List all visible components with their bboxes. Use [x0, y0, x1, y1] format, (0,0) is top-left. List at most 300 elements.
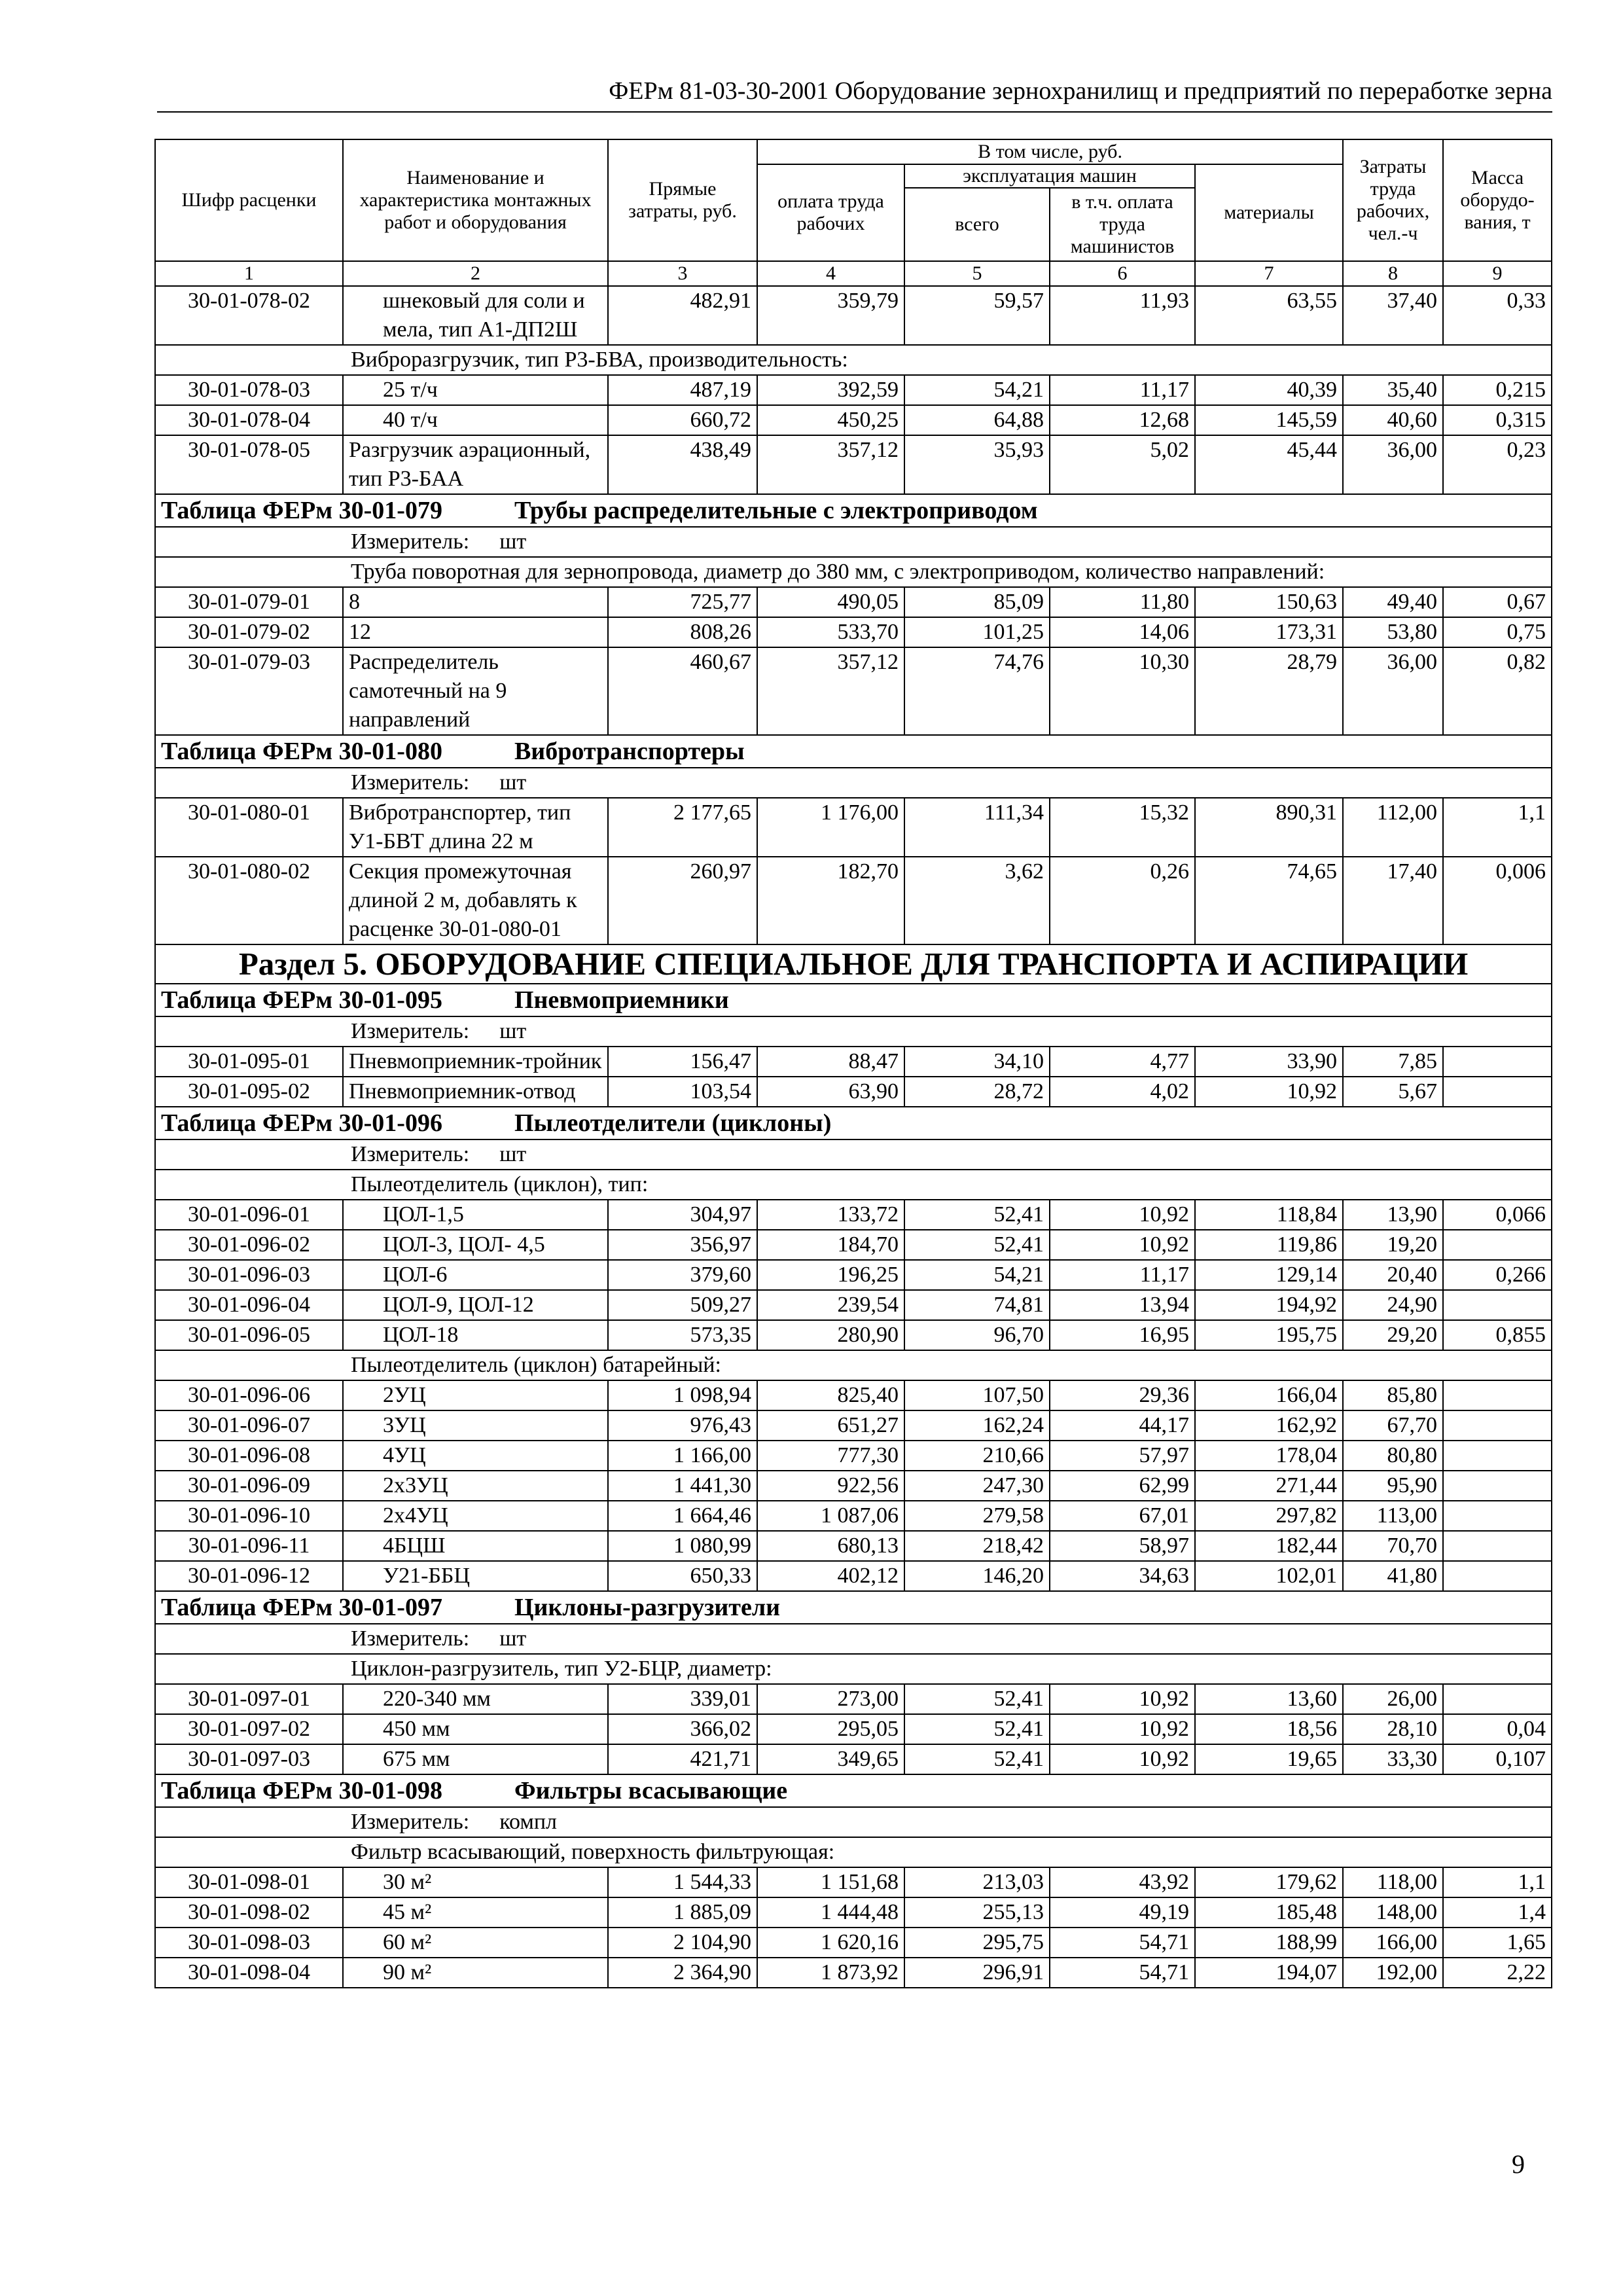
direct-cost: 1 166,00 [608, 1441, 757, 1471]
meter-row [155, 1624, 1552, 1654]
equipment-mass: 0,67 [1443, 587, 1552, 617]
equipment-mass [1443, 1501, 1552, 1531]
col-machinist-pay-header: в т.ч. оплата труда машинистов [1050, 188, 1195, 261]
col-name-header: Наименование и характеристика монтажных работ и оборудования [343, 139, 608, 261]
labor-hours: 37,40 [1343, 286, 1443, 345]
equipment-mass: 1,1 [1443, 798, 1552, 857]
materials: 74,65 [1195, 857, 1343, 944]
table-row [155, 1200, 1552, 1230]
table-row [155, 1928, 1552, 1958]
labor-pay: 825,40 [757, 1380, 904, 1410]
labor-hours: 36,00 [1343, 647, 1443, 735]
machinist-pay: 57,97 [1050, 1441, 1195, 1471]
materials: 45,44 [1195, 435, 1343, 494]
group-row [155, 557, 1552, 587]
work-name: 60 м² [343, 1928, 608, 1958]
table-code: Таблица ФЕРм 30-01-079 [161, 497, 442, 524]
direct-cost: 379,60 [608, 1260, 757, 1290]
machinist-pay: 54,71 [1050, 1928, 1195, 1958]
group-row [155, 1654, 1552, 1684]
table-name: Пылеотделители (циклоны) [514, 1109, 832, 1137]
group-title: Труба поворотная для зернопровода, диаметр до 380 мм, с электроприводом, количество направлений: [155, 557, 1552, 587]
labor-hours: 113,00 [1343, 1501, 1443, 1531]
machines-total: 218,42 [904, 1531, 1050, 1561]
rate-code: 30-01-098-01 [155, 1867, 343, 1897]
machinist-pay: 34,63 [1050, 1561, 1195, 1591]
table-row [155, 798, 1552, 857]
equipment-mass: 0,75 [1443, 617, 1552, 647]
machinist-pay: 43,92 [1050, 1867, 1195, 1897]
machinist-pay: 44,17 [1050, 1410, 1195, 1441]
group-title: Виброразгрузчик, тип Р3-БВА, производительность: [155, 345, 1552, 375]
machinist-pay: 58,97 [1050, 1531, 1195, 1561]
work-name: Вибротранспортер, тип У1-БВТ длина 22 м [343, 798, 608, 857]
machinist-pay: 10,92 [1050, 1684, 1195, 1714]
labor-pay: 133,72 [757, 1200, 904, 1230]
equipment-mass [1443, 1290, 1552, 1320]
work-name: 8 [343, 587, 608, 617]
direct-cost: 976,43 [608, 1410, 757, 1441]
labor-hours: 28,10 [1343, 1714, 1443, 1744]
direct-cost: 460,67 [608, 647, 757, 735]
table-code: Таблица ФЕРм 30-01-095 [161, 986, 442, 1014]
machinist-pay: 10,30 [1050, 647, 1195, 735]
rate-code: 30-01-098-02 [155, 1897, 343, 1928]
labor-hours: 70,70 [1343, 1531, 1443, 1561]
machinist-pay: 11,17 [1050, 1260, 1195, 1290]
machines-total: 107,50 [904, 1380, 1050, 1410]
labor-pay: 533,70 [757, 617, 904, 647]
labor-hours: 118,00 [1343, 1867, 1443, 1897]
table-row [155, 1897, 1552, 1928]
labor-hours: 7,85 [1343, 1047, 1443, 1077]
direct-cost: 2 364,90 [608, 1958, 757, 1988]
meter [155, 527, 1552, 557]
machines-total: 35,93 [904, 435, 1050, 494]
materials: 185,48 [1195, 1897, 1343, 1928]
materials: 10,92 [1195, 1077, 1343, 1107]
materials: 194,92 [1195, 1290, 1343, 1320]
equipment-mass: 0,855 [1443, 1320, 1552, 1350]
table-title [155, 984, 1552, 1016]
materials: 129,14 [1195, 1260, 1343, 1290]
group-title: Пылеотделитель (циклон) батарейный: [155, 1350, 1552, 1380]
rate-code: 30-01-079-01 [155, 587, 343, 617]
work-name: 3УЦ [343, 1410, 608, 1441]
table-row [155, 1561, 1552, 1591]
direct-cost: 482,91 [608, 286, 757, 345]
col-including-header: В том числе, руб. [757, 139, 1343, 164]
col-number: 9 [1443, 261, 1552, 286]
labor-pay: 63,90 [757, 1077, 904, 1107]
machines-total: 52,41 [904, 1200, 1050, 1230]
direct-cost: 1 544,33 [608, 1867, 757, 1897]
table-title [155, 494, 1552, 527]
direct-cost: 438,49 [608, 435, 757, 494]
work-name: 40 т/ч [343, 405, 608, 435]
rate-code: 30-01-096-01 [155, 1200, 343, 1230]
equipment-mass: 1,1 [1443, 1867, 1552, 1897]
work-name: 4УЦ [343, 1441, 608, 1471]
machines-total: 59,57 [904, 286, 1050, 345]
rate-code: 30-01-096-02 [155, 1230, 343, 1260]
equipment-mass [1443, 1441, 1552, 1471]
machinist-pay: 14,06 [1050, 617, 1195, 647]
labor-hours: 33,30 [1343, 1744, 1443, 1774]
machinist-pay: 12,68 [1050, 405, 1195, 435]
labor-pay: 88,47 [757, 1047, 904, 1077]
equipment-mass [1443, 1531, 1552, 1561]
labor-pay: 1 620,16 [757, 1928, 904, 1958]
table-row [155, 1867, 1552, 1897]
col-number: 7 [1195, 261, 1343, 286]
col-materials-header: материалы [1195, 164, 1343, 261]
direct-cost: 356,97 [608, 1230, 757, 1260]
rate-code: 30-01-096-06 [155, 1380, 343, 1410]
machines-total: 52,41 [904, 1714, 1050, 1744]
rate-code: 30-01-097-01 [155, 1684, 343, 1714]
labor-hours: 95,90 [1343, 1471, 1443, 1501]
labor-hours: 112,00 [1343, 798, 1443, 857]
work-name: ЦОЛ-6 [343, 1260, 608, 1290]
machines-total: 96,70 [904, 1320, 1050, 1350]
rate-code: 30-01-079-02 [155, 617, 343, 647]
table-name: Пневмоприемники [514, 986, 729, 1014]
machinist-pay: 10,92 [1050, 1744, 1195, 1774]
col-number: 2 [343, 261, 608, 286]
machines-total: 210,66 [904, 1441, 1050, 1471]
table-row [155, 1441, 1552, 1471]
meter [155, 1016, 1552, 1047]
labor-pay: 402,12 [757, 1561, 904, 1591]
group-title: Циклон-разгрузитель, тип У2-БЦР, диаметр: [155, 1654, 1552, 1684]
rate-code: 30-01-078-04 [155, 405, 343, 435]
direct-cost: 156,47 [608, 1047, 757, 1077]
column-numbers-row [155, 261, 1552, 286]
machinist-pay: 54,71 [1050, 1958, 1195, 1988]
work-name: ЦОЛ-9, ЦОЛ-12 [343, 1290, 608, 1320]
table-title-row [155, 735, 1552, 768]
col-number: 8 [1343, 261, 1443, 286]
table-row [155, 375, 1552, 405]
work-name: 2х3УЦ [343, 1471, 608, 1501]
col-machines-header: эксплуатация машин [904, 164, 1195, 188]
work-name: Пневмоприемник-отвод [343, 1077, 608, 1107]
table-row [155, 1077, 1552, 1107]
equipment-mass [1443, 1684, 1552, 1714]
table-row [155, 1714, 1552, 1744]
meter-row [155, 1016, 1552, 1047]
materials: 188,99 [1195, 1928, 1343, 1958]
machinist-pay: 11,93 [1050, 286, 1195, 345]
labor-hours: 148,00 [1343, 1897, 1443, 1928]
direct-cost: 725,77 [608, 587, 757, 617]
materials: 119,86 [1195, 1230, 1343, 1260]
rate-code: 30-01-096-10 [155, 1501, 343, 1531]
table-title-row [155, 1774, 1552, 1807]
meter-label: Измеритель: [351, 1019, 470, 1043]
table-title [155, 1774, 1552, 1807]
materials: 173,31 [1195, 617, 1343, 647]
labor-hours: 29,20 [1343, 1320, 1443, 1350]
materials: 40,39 [1195, 375, 1343, 405]
labor-hours: 192,00 [1343, 1958, 1443, 1988]
direct-cost: 421,71 [608, 1744, 757, 1774]
materials: 19,65 [1195, 1744, 1343, 1774]
machinist-pay: 15,32 [1050, 798, 1195, 857]
equipment-mass: 0,066 [1443, 1200, 1552, 1230]
machinist-pay: 4,02 [1050, 1077, 1195, 1107]
direct-cost: 1 885,09 [608, 1897, 757, 1928]
materials: 297,82 [1195, 1501, 1343, 1531]
section-title: Раздел 5. ОБОРУДОВАНИЕ СПЕЦИАЛЬНОЕ ДЛЯ ТРАНСПОРТА И АСПИРАЦИИ [155, 944, 1552, 984]
group-row [155, 1170, 1552, 1200]
rate-code: 30-01-096-09 [155, 1471, 343, 1501]
table-body [155, 286, 1552, 1988]
group-row [155, 345, 1552, 375]
meter-row [155, 1139, 1552, 1170]
table-row [155, 1260, 1552, 1290]
labor-pay: 777,30 [757, 1441, 904, 1471]
rate-code: 30-01-078-05 [155, 435, 343, 494]
labor-pay: 490,05 [757, 587, 904, 617]
meter-label: Измеритель: [351, 1142, 470, 1166]
materials: 28,79 [1195, 647, 1343, 735]
equipment-mass: 1,4 [1443, 1897, 1552, 1928]
table-row [155, 1320, 1552, 1350]
meter-unit: шт [499, 1019, 527, 1043]
work-name: 4БЦШ [343, 1531, 608, 1561]
work-name: 25 т/ч [343, 375, 608, 405]
equipment-mass: 0,23 [1443, 435, 1552, 494]
meter-unit: компл [499, 1810, 558, 1834]
machines-total: 255,13 [904, 1897, 1050, 1928]
labor-pay: 357,12 [757, 435, 904, 494]
meter-label: Измеритель: [351, 529, 470, 554]
work-name: Секция промежуточная длиной 2 м, добавлять к расценке 30-01-080-01 [343, 857, 608, 944]
machines-total: 74,81 [904, 1290, 1050, 1320]
equipment-mass [1443, 1047, 1552, 1077]
equipment-mass: 0,266 [1443, 1260, 1552, 1290]
table-row [155, 1744, 1552, 1774]
labor-pay: 1 151,68 [757, 1867, 904, 1897]
labor-pay: 359,79 [757, 286, 904, 345]
table-name: Трубы распределительные с электроприводом [514, 497, 1038, 524]
col-number: 5 [904, 261, 1050, 286]
rate-code: 30-01-096-08 [155, 1441, 343, 1471]
table-row [155, 647, 1552, 735]
labor-pay: 184,70 [757, 1230, 904, 1260]
table-code: Таблица ФЕРм 30-01-080 [161, 738, 442, 765]
group-title: Фильтр всасывающий, поверхность фильтрующая: [155, 1837, 1552, 1867]
meter-row [155, 527, 1552, 557]
table-code: Таблица ФЕРм 30-01-096 [161, 1109, 442, 1137]
col-code-header: Шифр расценки [155, 139, 343, 261]
work-name: шнековый для соли и мела, тип А1-ДП2Ш [343, 286, 608, 345]
col-number: 6 [1050, 261, 1195, 286]
meter-unit: шт [499, 529, 527, 554]
machinist-pay: 10,92 [1050, 1230, 1195, 1260]
meter [155, 1807, 1552, 1837]
table-row [155, 1471, 1552, 1501]
rate-code: 30-01-096-03 [155, 1260, 343, 1290]
materials: 178,04 [1195, 1441, 1343, 1471]
meter-row [155, 1807, 1552, 1837]
work-name: Разгрузчик аэрационный, тип Р3-БАА [343, 435, 608, 494]
machinist-pay: 49,19 [1050, 1897, 1195, 1928]
labor-pay: 182,70 [757, 857, 904, 944]
direct-cost: 339,01 [608, 1684, 757, 1714]
materials: 63,55 [1195, 286, 1343, 345]
rate-code: 30-01-096-11 [155, 1531, 343, 1561]
labor-hours: 20,40 [1343, 1260, 1443, 1290]
labor-hours: 24,90 [1343, 1290, 1443, 1320]
col-number: 4 [757, 261, 904, 286]
labor-hours: 53,80 [1343, 617, 1443, 647]
equipment-mass [1443, 1471, 1552, 1501]
labor-pay: 196,25 [757, 1260, 904, 1290]
table-code: Таблица ФЕРм 30-01-097 [161, 1594, 442, 1621]
direct-cost: 260,97 [608, 857, 757, 944]
equipment-mass: 0,82 [1443, 647, 1552, 735]
equipment-mass: 0,04 [1443, 1714, 1552, 1744]
rate-code: 30-01-097-03 [155, 1744, 343, 1774]
table-title-row [155, 984, 1552, 1016]
meter-unit: шт [499, 770, 527, 795]
direct-cost: 304,97 [608, 1200, 757, 1230]
section-row [155, 944, 1552, 984]
direct-cost: 808,26 [608, 617, 757, 647]
labor-pay: 392,59 [757, 375, 904, 405]
direct-cost: 366,02 [608, 1714, 757, 1744]
work-name: Пневмоприемник-тройник [343, 1047, 608, 1077]
machines-total: 54,21 [904, 1260, 1050, 1290]
page-number: 9 [1512, 2149, 1525, 2179]
machinist-pay: 13,94 [1050, 1290, 1195, 1320]
labor-pay: 1 444,48 [757, 1897, 904, 1928]
labor-pay: 922,56 [757, 1471, 904, 1501]
equipment-mass: 0,315 [1443, 405, 1552, 435]
table-row [155, 435, 1552, 494]
labor-hours: 80,80 [1343, 1441, 1443, 1471]
machines-total: 296,91 [904, 1958, 1050, 1988]
direct-cost: 573,35 [608, 1320, 757, 1350]
table-row [155, 1380, 1552, 1410]
labor-hours: 26,00 [1343, 1684, 1443, 1714]
equipment-mass [1443, 1561, 1552, 1591]
work-name: ЦОЛ-1,5 [343, 1200, 608, 1230]
materials: 18,56 [1195, 1714, 1343, 1744]
table-title-row [155, 1591, 1552, 1624]
materials: 890,31 [1195, 798, 1343, 857]
rates-table [154, 139, 1552, 1988]
col-labor-header: Затраты труда рабочих, чел.-ч [1343, 139, 1443, 261]
machines-total: 247,30 [904, 1471, 1050, 1501]
materials: 13,60 [1195, 1684, 1343, 1714]
labor-pay: 450,25 [757, 405, 904, 435]
work-name: У21-ББЦ [343, 1561, 608, 1591]
work-name: 90 м² [343, 1958, 608, 1988]
meter-row [155, 768, 1552, 798]
table-row [155, 286, 1552, 345]
work-name: 2УЦ [343, 1380, 608, 1410]
meter-unit: шт [499, 1626, 527, 1651]
labor-hours: 13,90 [1343, 1200, 1443, 1230]
labor-pay: 1 873,92 [757, 1958, 904, 1988]
machinist-pay: 10,92 [1050, 1714, 1195, 1744]
materials: 145,59 [1195, 405, 1343, 435]
labor-hours: 35,40 [1343, 375, 1443, 405]
machinist-pay: 10,92 [1050, 1200, 1195, 1230]
labor-pay: 280,90 [757, 1320, 904, 1350]
labor-pay: 295,05 [757, 1714, 904, 1744]
machinist-pay: 62,99 [1050, 1471, 1195, 1501]
machines-total: 101,25 [904, 617, 1050, 647]
machinist-pay: 67,01 [1050, 1501, 1195, 1531]
machines-total: 74,76 [904, 647, 1050, 735]
machines-total: 52,41 [904, 1230, 1050, 1260]
rate-code: 30-01-080-01 [155, 798, 343, 857]
labor-pay: 680,13 [757, 1531, 904, 1561]
rate-code: 30-01-098-03 [155, 1928, 343, 1958]
machines-total: 52,41 [904, 1684, 1050, 1714]
work-name: ЦОЛ-18 [343, 1320, 608, 1350]
direct-cost: 2 177,65 [608, 798, 757, 857]
materials: 162,92 [1195, 1410, 1343, 1441]
machines-total: 28,72 [904, 1077, 1050, 1107]
table-row [155, 1047, 1552, 1077]
group-row [155, 1837, 1552, 1867]
table-row [155, 617, 1552, 647]
direct-cost: 509,27 [608, 1290, 757, 1320]
rate-code: 30-01-080-02 [155, 857, 343, 944]
table-name: Фильтры всасывающие [514, 1777, 788, 1804]
direct-cost: 1 098,94 [608, 1380, 757, 1410]
materials: 102,01 [1195, 1561, 1343, 1591]
work-name: Распределитель самотечный на 9 направлений [343, 647, 608, 735]
equipment-mass [1443, 1410, 1552, 1441]
meter-label: Измеритель: [351, 1626, 470, 1651]
machines-total: 146,20 [904, 1561, 1050, 1591]
rate-code: 30-01-079-03 [155, 647, 343, 735]
machinist-pay: 5,02 [1050, 435, 1195, 494]
rate-code: 30-01-096-04 [155, 1290, 343, 1320]
table-row [155, 1501, 1552, 1531]
rate-code: 30-01-097-02 [155, 1714, 343, 1744]
machinist-pay: 29,36 [1050, 1380, 1195, 1410]
labor-hours: 166,00 [1343, 1928, 1443, 1958]
meter-label: Измеритель: [351, 770, 470, 795]
table-header [155, 139, 1552, 286]
labor-hours: 85,80 [1343, 1380, 1443, 1410]
work-name: 2х4УЦ [343, 1501, 608, 1531]
equipment-mass [1443, 1077, 1552, 1107]
materials: 195,75 [1195, 1320, 1343, 1350]
machines-total: 162,24 [904, 1410, 1050, 1441]
equipment-mass [1443, 1230, 1552, 1260]
direct-cost: 650,33 [608, 1561, 757, 1591]
page-header [157, 71, 1552, 113]
machines-total: 213,03 [904, 1867, 1050, 1897]
direct-cost: 2 104,90 [608, 1928, 757, 1958]
labor-hours: 19,20 [1343, 1230, 1443, 1260]
work-name: 45 м² [343, 1897, 608, 1928]
table-row [155, 405, 1552, 435]
meter [155, 768, 1552, 798]
meter-label: Измеритель: [351, 1810, 470, 1834]
direct-cost: 1 664,46 [608, 1501, 757, 1531]
materials: 271,44 [1195, 1471, 1343, 1501]
